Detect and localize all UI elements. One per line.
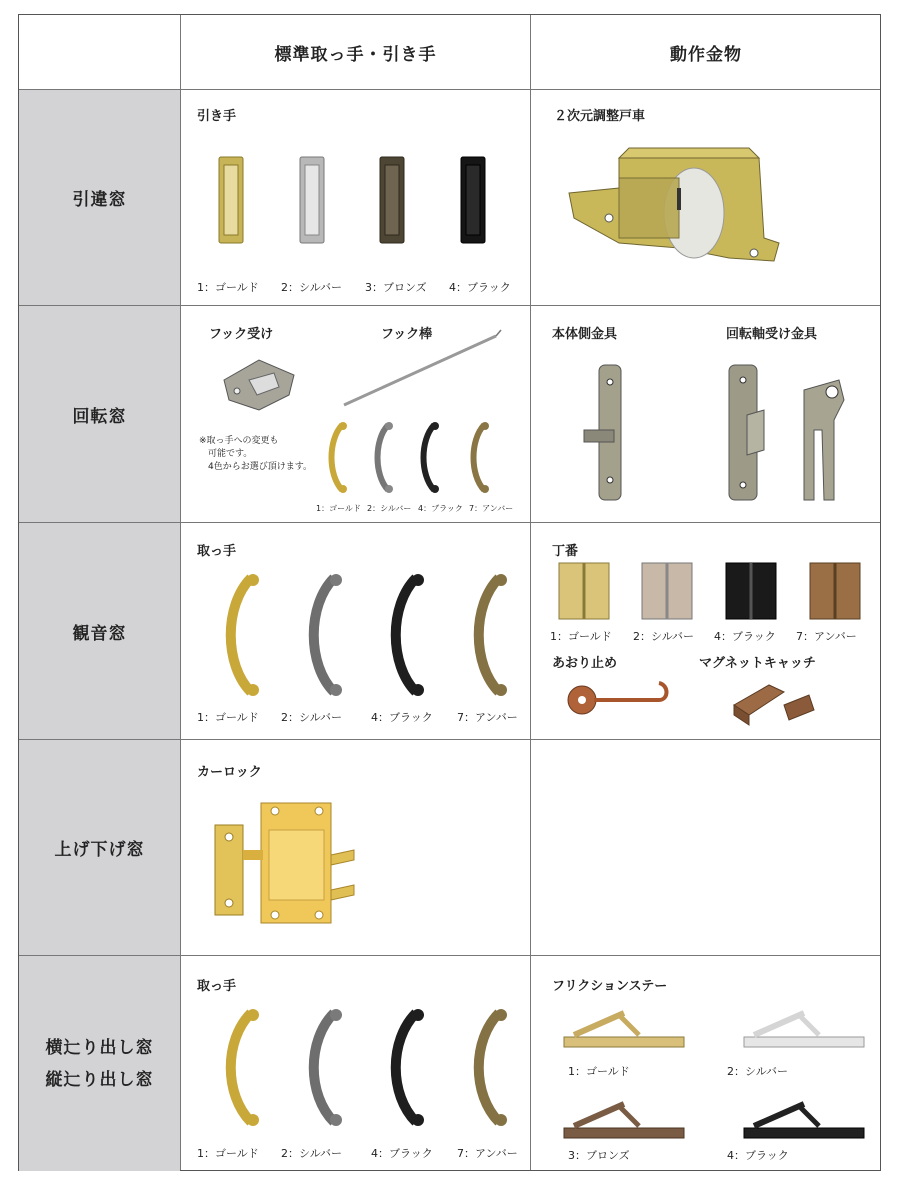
column-header-handles xyxy=(181,15,530,89)
row-head-projected xyxy=(19,956,180,1171)
friction-stay-silver xyxy=(744,1013,864,1047)
row-head-label: 縦辷り出し窓 xyxy=(45,1069,154,1090)
color-caption: 4：ブラック xyxy=(371,1147,433,1160)
hinge-images xyxy=(554,561,879,623)
color-caption: 2：シルバー xyxy=(281,281,342,294)
hook-receiver-image xyxy=(219,355,299,415)
handle-gold xyxy=(231,1009,259,1126)
handle-gold xyxy=(332,422,348,493)
row-head-sliding xyxy=(19,90,180,305)
pivot-fitting-title: 回転軸受け金具 xyxy=(726,327,818,342)
color-caption: 1：ゴールド xyxy=(316,504,361,513)
row-head-label: 観音窓 xyxy=(72,623,127,644)
handle-black xyxy=(396,574,424,696)
column-header-hardware xyxy=(531,15,881,89)
color-caption: 4：ブラック xyxy=(727,1149,789,1162)
handle-silver xyxy=(314,574,342,696)
row-head-label: 上げ下げ窓 xyxy=(54,840,145,860)
hinge-gold xyxy=(559,563,609,619)
handle-title: 取っ手 xyxy=(197,979,237,994)
handle-change-note xyxy=(199,435,312,474)
column-header-label: 動作金物 xyxy=(670,44,742,65)
body-fitting-image xyxy=(579,360,639,505)
casement-stay-image xyxy=(564,675,674,725)
sliding-roller-image xyxy=(559,143,784,273)
spec-table xyxy=(18,14,881,1171)
pivot-fitting-image xyxy=(719,360,859,505)
color-caption: 3：ブロンズ xyxy=(568,1149,630,1162)
handle-title: 取っ手 xyxy=(197,544,237,559)
divider xyxy=(19,955,880,956)
recessed-pull-silver xyxy=(300,157,324,243)
hook-rod-image xyxy=(341,328,506,408)
color-caption: 4：ブラック xyxy=(371,711,433,724)
row-head-label: 引違窓 xyxy=(72,190,127,210)
body-fitting-title: 本体側金具 xyxy=(552,327,618,342)
color-caption: 7：アンバー xyxy=(457,1147,518,1160)
divider xyxy=(19,739,880,740)
handle-black xyxy=(424,422,440,493)
recessed-pull-bronze xyxy=(380,157,404,243)
divider xyxy=(530,15,531,1170)
hinge-amber xyxy=(810,563,860,619)
handle-silver xyxy=(314,1009,342,1126)
color-caption: 1：ゴールド xyxy=(197,711,259,724)
magnet-catch-image xyxy=(729,680,819,730)
handle-black xyxy=(396,1009,424,1126)
recessed-pull-gold xyxy=(219,157,243,243)
hook-rod-title: フック棒 xyxy=(381,327,433,342)
row-head-hung xyxy=(19,740,180,955)
color-caption: 2：シルバー xyxy=(633,630,694,643)
color-caption: 4：ブラック xyxy=(418,504,463,513)
roller-title: ２次元調整戸車 xyxy=(554,109,646,124)
divider xyxy=(180,15,181,1170)
hinge-silver xyxy=(642,563,692,619)
handle-images xyxy=(209,570,529,700)
row-head-label: 横辷り出し窓 xyxy=(45,1037,154,1058)
note-line: 4色からお選び頂けます。 xyxy=(199,462,313,472)
hinge-black xyxy=(726,563,776,619)
row-head-pivot xyxy=(19,306,180,522)
color-caption: 2：シルバー xyxy=(281,711,342,724)
handle-amber xyxy=(479,1009,507,1126)
divider xyxy=(19,305,880,306)
friction-stay-gold xyxy=(564,1013,684,1047)
small-handle-images xyxy=(324,420,529,495)
column-header-label: 標準取っ手・引き手 xyxy=(274,44,437,65)
handle-silver xyxy=(378,422,394,493)
hook-receiver-title: フック受け xyxy=(209,327,274,342)
hinge-title: 丁番 xyxy=(552,544,579,559)
color-caption: 7：アンバー xyxy=(469,504,514,513)
pull-title: 引き手 xyxy=(197,109,237,124)
handle-amber xyxy=(474,422,490,493)
color-caption: 4：ブラック xyxy=(714,630,776,643)
casement-stay-title: あおり止め xyxy=(552,656,618,671)
divider xyxy=(19,89,880,90)
color-caption: 1：ゴールド xyxy=(197,281,259,294)
color-caption: 7：アンバー xyxy=(457,711,518,724)
note-line: 可能です。 xyxy=(199,449,253,459)
friction-stay-title: フリクションステー xyxy=(552,979,668,994)
color-caption: 2：シルバー xyxy=(367,504,412,513)
color-caption: 2：シルバー xyxy=(727,1065,788,1078)
color-caption: 7：アンバー xyxy=(796,630,857,643)
color-caption: 1：ゴールド xyxy=(197,1147,259,1160)
car-lock-image xyxy=(209,795,359,930)
friction-stay-bronze xyxy=(564,1104,684,1138)
friction-stay-black xyxy=(744,1104,864,1138)
color-caption: 1：ゴールド xyxy=(568,1065,630,1078)
note-line: ※取っ手への変更も xyxy=(199,436,279,446)
handle-gold xyxy=(231,574,259,696)
color-caption: 4：ブラック xyxy=(449,281,511,294)
car-lock-title: カーロック xyxy=(197,765,262,780)
magnet-catch-title: マグネットキャッチ xyxy=(699,656,816,671)
color-caption: 2：シルバー xyxy=(281,1147,342,1160)
recessed-pull-images xyxy=(214,155,514,250)
color-caption: 1：ゴールド xyxy=(550,630,612,643)
row-head-label: 回転窓 xyxy=(72,406,127,427)
handle-amber xyxy=(479,574,507,696)
row-head-casement-double xyxy=(19,523,180,739)
handle-images xyxy=(209,1005,529,1130)
recessed-pull-black xyxy=(461,157,485,243)
color-caption: 3：ブロンズ xyxy=(365,281,427,294)
divider xyxy=(19,522,880,523)
